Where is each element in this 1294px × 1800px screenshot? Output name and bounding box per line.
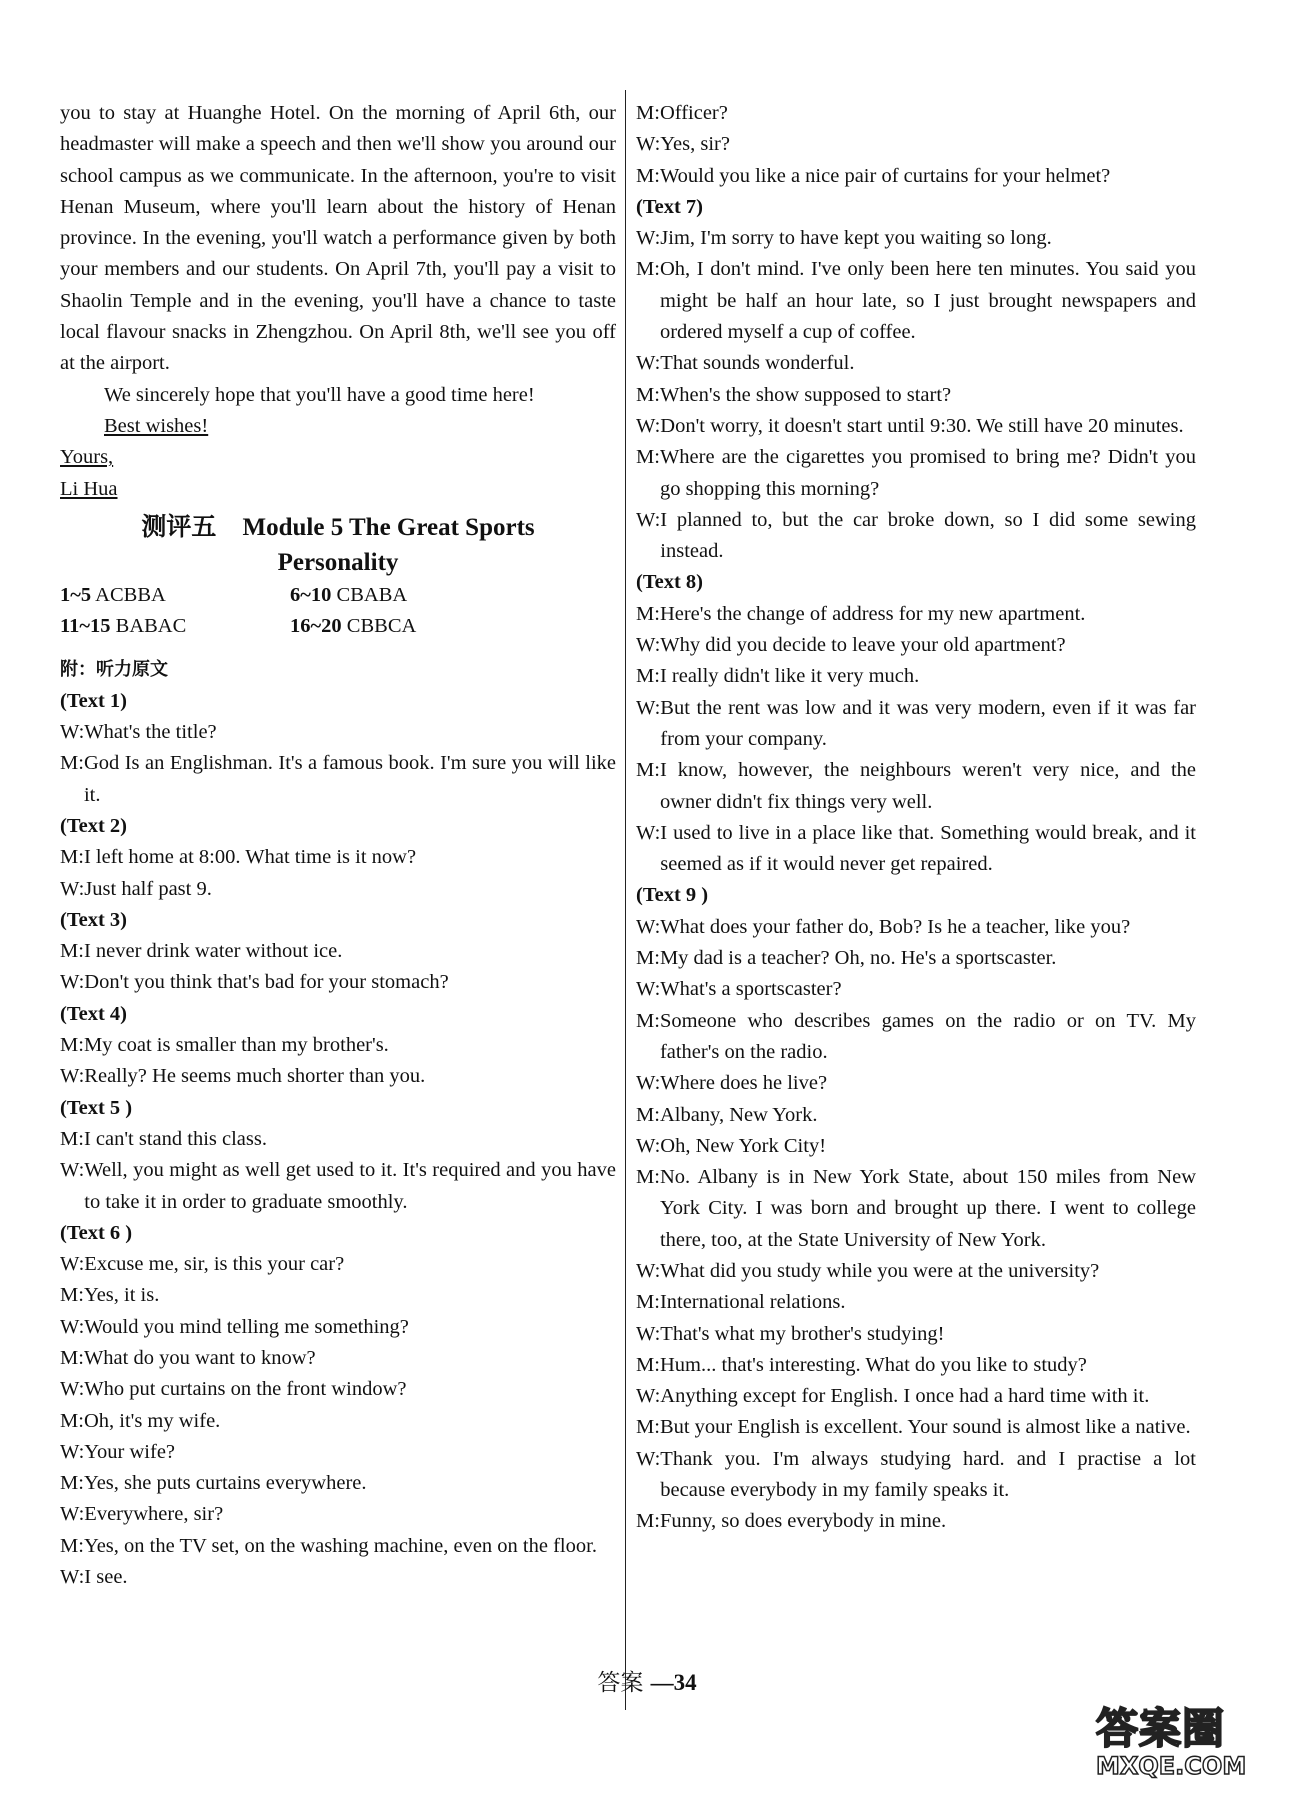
right-dialogs (636, 98, 1196, 1538)
dialog-text: No. Albany is in New York State, about 150 miles from New York City. I was born and brought up there. I went to college there, too, at the State University of New York. (659, 1166, 1196, 1251)
dialog-line (636, 943, 1196, 974)
speaker-label: M: (60, 1034, 84, 1057)
right-column (636, 98, 1196, 1538)
dialog-line (636, 912, 1196, 943)
speaker-label: M: (636, 759, 660, 782)
speaker-label: W: (636, 352, 661, 375)
dialog-text: Here's the change of address for my new apartment. (659, 602, 1086, 625)
dialog-line (60, 1531, 616, 1562)
dialog-line (60, 967, 616, 998)
speaker-label: M: (60, 1346, 84, 1369)
dialog-text: Excuse me, sir, is this your car? (84, 1253, 345, 1276)
dialog-text: Yes, on the TV set, on the washing machine, even on the floor. (83, 1534, 597, 1557)
column-divider (625, 90, 626, 1710)
speaker-label: W: (60, 971, 85, 994)
dialog-text: Don't worry, it doesn't start until 9:30. We still have 20 minutes. (660, 414, 1184, 437)
dialog-line (636, 254, 1196, 348)
dialog-line (60, 1061, 616, 1092)
speaker-label: W: (636, 1447, 661, 1470)
attachment-label: 附：听力原文 (60, 659, 168, 681)
dialog-line (636, 411, 1196, 442)
dialog-text: But the rent was low and it was very modern, even if it was far from your company. (660, 696, 1196, 750)
speaker-label: M: (636, 1510, 660, 1533)
dialog-line (636, 1506, 1196, 1537)
dialog-line (636, 1381, 1196, 1412)
speaker-label: W: (636, 133, 661, 156)
letter-paragraph: We sincerely hope that you'll have a good time here! (104, 383, 535, 406)
speaker-label: M: (60, 1284, 84, 1307)
speaker-label: W: (636, 1259, 661, 1282)
dialog-heading: (Text 4) (60, 1002, 127, 1025)
speaker-label: M: (60, 1534, 84, 1557)
dialog-text: Hum... that's interesting. What do you like to study? (659, 1353, 1087, 1376)
speaker-label: M: (636, 1291, 660, 1314)
dialog-text: What's the title? (84, 721, 217, 744)
dialog-line (60, 717, 616, 748)
speaker-label: M: (636, 665, 660, 688)
speaker-label: M: (636, 1353, 660, 1376)
dialog-line (636, 223, 1196, 254)
dialog-text: What did you study while you were at the university? (660, 1259, 1100, 1282)
speaker-label: W: (636, 1385, 661, 1408)
speaker-label: W: (60, 1378, 85, 1401)
speaker-label: W: (636, 1322, 661, 1345)
dialog-line (636, 1319, 1196, 1350)
dialog-line (636, 1412, 1196, 1443)
dialog-text: Yes, sir? (660, 133, 730, 156)
left-column (60, 98, 616, 1593)
dialog-line (636, 1131, 1196, 1162)
speaker-label: W: (60, 1440, 85, 1463)
dialog-line (636, 1287, 1196, 1318)
speaker-label: M: (636, 1166, 660, 1189)
dialog-line (636, 1162, 1196, 1256)
speaker-label: M: (636, 102, 660, 124)
dialog-line (60, 1312, 616, 1343)
dialog-heading: (Text 7) (636, 195, 703, 218)
dialog-line (60, 1406, 616, 1437)
section-subtitle: Personality (277, 548, 399, 576)
dialog-line (636, 1006, 1196, 1069)
dialog-text: Well, you might as well get used to it. It's required and you have to take it in order to graduate smoothly. (84, 1159, 616, 1213)
speaker-label: M: (636, 602, 660, 625)
dialog-line (60, 1499, 616, 1530)
page-footer (0, 1664, 1294, 1697)
speaker-label: W: (636, 978, 661, 1001)
dialog-text: Jim, I'm sorry to have kept you waiting so long. (660, 227, 1052, 250)
page-number: —34 (650, 1670, 697, 1695)
dialog-text: That's what my brother's studying! (660, 1322, 945, 1345)
dialog-text: My dad is a teacher? Oh, no. He's a sportscaster. (659, 947, 1057, 970)
dialog-text: Albany, New York. (659, 1103, 818, 1126)
dialog-text: Would you mind telling me something? (84, 1315, 409, 1338)
dialog-line (636, 755, 1196, 818)
dialog-line (636, 442, 1196, 505)
answer-row (60, 611, 616, 642)
dialog-heading: (Text 5 ) (60, 1096, 133, 1119)
speaker-label: W: (60, 1159, 85, 1182)
dialog-line (60, 1437, 616, 1468)
speaker-label: M: (60, 1472, 84, 1495)
speaker-label: W: (636, 915, 661, 938)
dialog-line (636, 1068, 1196, 1099)
dialog-text: I see. (84, 1566, 128, 1589)
dialog-heading: (Text 1) (60, 689, 127, 712)
dialog-line (60, 874, 616, 905)
dialog-text: Why did you decide to leave your old apartment? (660, 634, 1066, 657)
speaker-label: W: (60, 1253, 85, 1276)
dialog-text: That sounds wonderful. (660, 352, 855, 375)
speaker-label: W: (636, 1072, 661, 1095)
dialog-text: Would you like a nice pair of curtains for your helmet? (659, 164, 1111, 187)
dialog-text: Thank you. I'm always studying hard. and I practise a lot because everybody in my family speaks it. (660, 1447, 1196, 1502)
dialog-line (636, 818, 1196, 881)
dialog-heading: (Text 8) (636, 571, 703, 594)
speaker-label: W: (636, 508, 661, 531)
speaker-label: W: (60, 721, 85, 744)
speaker-label: M: (636, 164, 660, 187)
dialog-text: International relations. (659, 1291, 846, 1314)
dialog-text: Anything except for English. I once had a hard time with it. (660, 1385, 1150, 1408)
dialog-line (636, 129, 1196, 160)
dialog-text: I planned to, but the car broke down, so I did some sewing instead. (660, 508, 1196, 563)
speaker-label: M: (60, 940, 84, 963)
dialog-heading: (Text 2) (60, 814, 127, 837)
dialog-text: Yes, it is. (83, 1284, 160, 1307)
speaker-label: W: (60, 1065, 85, 1088)
dialog-line (636, 380, 1196, 411)
dialog-line (60, 1280, 616, 1311)
dialog-text: Oh, it's my wife. (83, 1409, 221, 1432)
footer-label: 答案 (597, 1670, 644, 1696)
watermark-logo (1096, 1696, 1286, 1796)
dialog-text: I really didn't like it very much. (659, 665, 920, 688)
dialog-text: But your English is excellent. Your sound is almost like a native. (659, 1416, 1191, 1439)
dialog-text: Just half past 9. (84, 877, 212, 900)
letter-signoff: Yours, (60, 446, 114, 469)
dialog-line (636, 1256, 1196, 1287)
dialog-text: What does your father do, Bob? Is he a teacher, like you? (660, 915, 1131, 938)
dialog-text: My coat is smaller than my brother's. (83, 1034, 389, 1057)
dialog-heading: (Text 6 ) (60, 1221, 133, 1244)
left-dialogs (60, 686, 616, 1594)
speaker-label: W: (636, 227, 661, 250)
speaker-label: M: (636, 258, 660, 281)
dialog-line (60, 1030, 616, 1061)
answer-group: 16~20 CBBCA (290, 615, 417, 638)
dialog-line (60, 748, 616, 811)
section-title (60, 509, 616, 546)
watermark-logo-text: 答案圈 (1096, 1704, 1226, 1753)
dialog-text: Who put curtains on the front window? (84, 1378, 407, 1401)
dialog-text: Don't you think that's bad for your stomach? (84, 971, 449, 994)
dialog-text: I never drink water without ice. (83, 940, 343, 963)
dialog-text: Someone who describes games on the radio or on TV. My father's on the radio. (659, 1009, 1196, 1063)
dialog-text: Oh, New York City! (660, 1134, 827, 1157)
speaker-label: M: (636, 1103, 660, 1126)
dialog-line (636, 1350, 1196, 1381)
dialog-text: Your wife? (84, 1440, 176, 1463)
dialog-text: God Is an Englishman. It's a famous book. I'm sure you will like it. (83, 752, 616, 806)
dialog-line (636, 630, 1196, 661)
speaker-label: M: (636, 383, 660, 406)
dialog-text: Officer? (659, 102, 728, 124)
speaker-label: W: (60, 1566, 85, 1589)
speaker-label: W: (60, 877, 85, 900)
speaker-label: W: (60, 1315, 85, 1338)
speaker-label: M: (60, 752, 84, 775)
dialog-text: Where are the cigarettes you promised to bring me? Didn't you go shopping this morning? (659, 446, 1196, 500)
dialog-heading: (Text 3) (60, 908, 127, 931)
speaker-label: W: (60, 1503, 85, 1526)
speaker-label: M: (60, 846, 84, 869)
speaker-label: M: (60, 1409, 84, 1432)
speaker-label: W: (636, 414, 661, 437)
dialog-text: Everywhere, sir? (84, 1503, 224, 1526)
dialog-text: What's a sportscaster? (660, 978, 842, 1001)
dialog-heading: (Text 9 ) (636, 884, 709, 907)
dialog-line (636, 693, 1196, 756)
dialog-line (636, 1100, 1196, 1131)
section-cn-label: 测评五 (141, 511, 217, 541)
dialog-line (60, 1562, 616, 1593)
dialog-text: I can't stand this class. (83, 1127, 267, 1150)
speaker-label: M: (636, 1009, 660, 1032)
speaker-label: W: (636, 1134, 661, 1157)
dialog-text: What do you want to know? (83, 1346, 316, 1369)
speaker-label: W: (636, 634, 661, 657)
dialog-text: Yes, she puts curtains everywhere. (83, 1472, 367, 1495)
speaker-label: M: (636, 446, 660, 469)
dialog-line (636, 348, 1196, 379)
answer-group: 1~5 ACBBA (60, 583, 166, 606)
dialog-line (636, 98, 1196, 129)
answer-group: 6~10 CBABA (290, 583, 408, 606)
dialog-text: Funny, so does everybody in mine. (659, 1510, 947, 1533)
dialog-line (636, 661, 1196, 692)
dialog-text: I left home at 8:00. What time is it now? (83, 846, 417, 869)
answer-row (60, 580, 616, 611)
watermark-site: MXQE.COM (1096, 1752, 1247, 1780)
letter-paragraph: you to stay at Huanghe Hotel. On the morning of April 6th, our headmaster will make a speech and then we'll show you around our school campus as we communicate. In the afternoon, you're to visit Henan Museum, where you'll learn about the history of Henan province. In the evening, you'll watch a performance given by both your members and our students. On April 7th, you'll pay a visit to Shaolin Temple and in the evening, you'll have a chance to taste local flavour snacks in Zhengzhou. On April 8th, we'll see you off at the airport. (60, 102, 616, 375)
dialog-line (636, 974, 1196, 1005)
dialog-line (636, 505, 1196, 568)
letter-closing: Best wishes! (104, 414, 209, 437)
dialog-line (60, 842, 616, 873)
dialog-line (636, 161, 1196, 192)
dialog-text: Where does he live? (660, 1072, 828, 1095)
speaker-label: M: (636, 947, 660, 970)
dialog-text: Really? He seems much shorter than you. (84, 1065, 426, 1088)
dialog-line (60, 1155, 616, 1218)
dialog-text: Oh, I don't mind. I've only been here ten minutes. You said you might be half an hour late, so I just brought newspapers and ordered myself a cup of coffee. (659, 258, 1196, 344)
dialog-line (60, 1124, 616, 1155)
speaker-label: M: (636, 1416, 660, 1439)
speaker-label: W: (636, 696, 661, 719)
dialog-text: I know, however, the neighbours weren't very nice, and the owner didn't fix things very well. (659, 759, 1196, 813)
dialog-text: I used to live in a place like that. Something would break, and it seemed as if it would never get repaired. (660, 821, 1196, 876)
speaker-label: W: (636, 821, 661, 844)
letter-signer: Li Hua (60, 477, 118, 500)
dialog-line (60, 1249, 616, 1280)
section-module-title: Module 5 The Great Sports (242, 513, 535, 541)
dialog-line (60, 936, 616, 967)
dialog-line (60, 1343, 616, 1374)
speaker-label: M: (60, 1127, 84, 1150)
dialog-line (636, 1444, 1196, 1507)
answer-group: 11~15 BABAC (60, 615, 187, 638)
dialog-line (636, 599, 1196, 630)
dialog-text: When's the show supposed to start? (659, 383, 952, 406)
dialog-line (60, 1468, 616, 1499)
dialog-line (60, 1374, 616, 1405)
